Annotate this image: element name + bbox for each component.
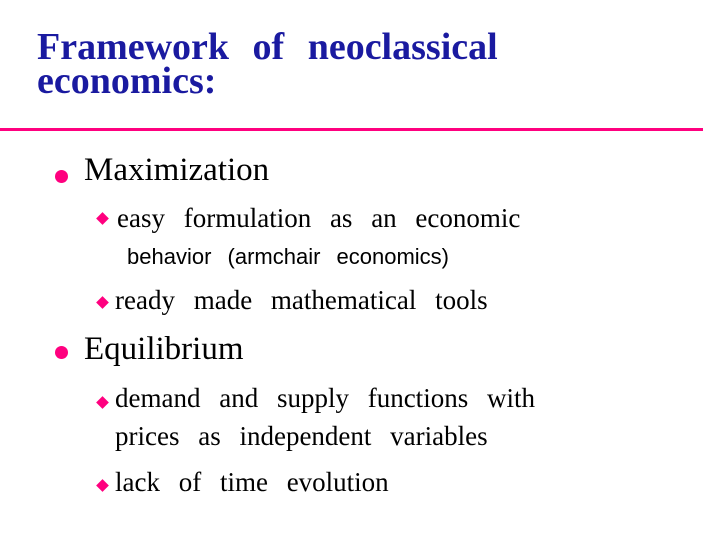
diamond-bullet-icon — [96, 296, 109, 309]
list-item: lack of time evolution — [115, 467, 389, 497]
list-item: demand and supply functions with — [115, 383, 535, 413]
bullet-dot-icon — [55, 346, 68, 359]
section-heading-equilibrium: Equilibrium — [84, 331, 244, 367]
diamond-bullet-icon — [96, 212, 109, 225]
title-divider — [0, 128, 703, 131]
diamond-bullet-icon — [96, 479, 109, 492]
list-item-continuation: prices as independent variables — [115, 421, 488, 451]
diamond-bullet-icon — [96, 396, 109, 409]
bullet-dot-icon — [55, 170, 68, 183]
list-item: ready made mathematical tools — [115, 285, 488, 315]
slide-title: Framework of neoclassical economics: — [37, 26, 498, 102]
list-item-continuation: behavior (armchair economics) — [127, 244, 449, 269]
section-heading-maximization: Maximization — [84, 152, 270, 188]
list-item: easy formulation as an economic — [117, 203, 521, 233]
